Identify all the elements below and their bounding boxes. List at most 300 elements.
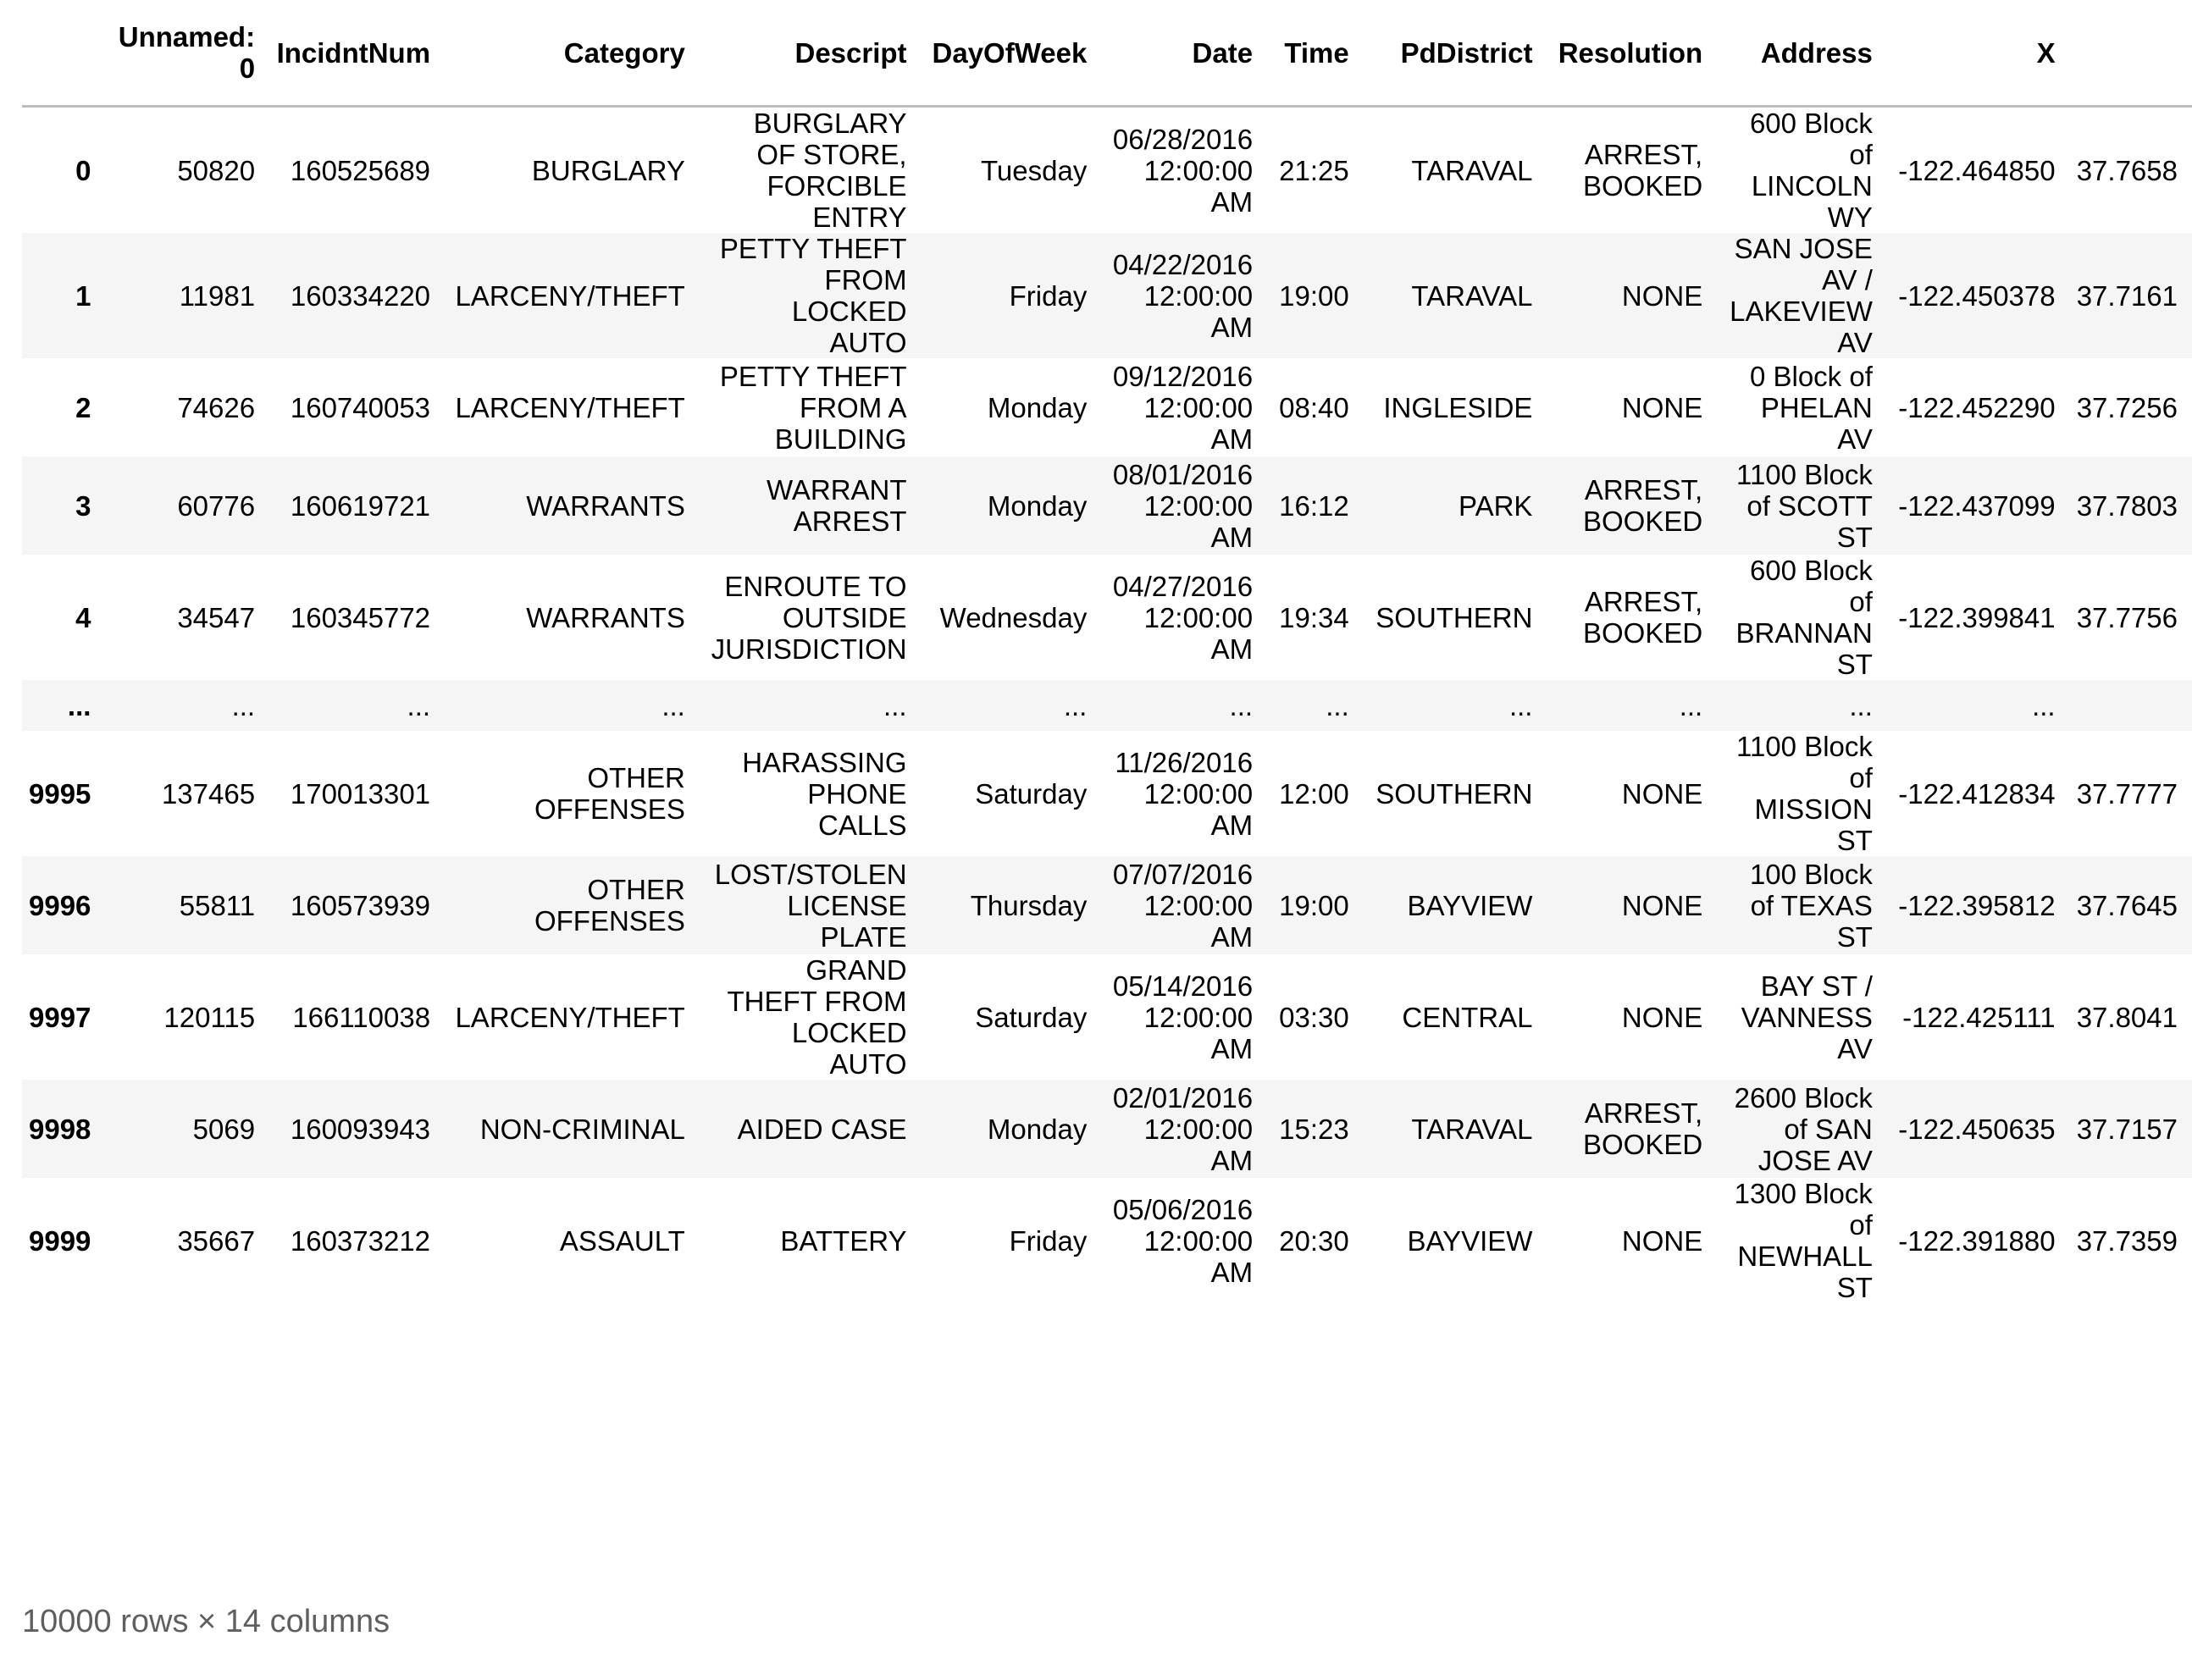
cell-value: Saturday	[975, 1001, 1088, 1033]
table-cell	[269, 856, 445, 954]
column-header-label: X	[2036, 36, 2056, 69]
table-cell	[1101, 456, 1267, 555]
column-header-label: Date	[1192, 36, 1254, 69]
table-cell	[445, 731, 700, 856]
shape-summary: 10000 rows × 14 columns	[22, 1604, 390, 1639]
table-cell	[269, 456, 445, 555]
cell-value: 160334220	[290, 279, 431, 312]
cell-value: ARREST, BOOKED	[1583, 474, 1703, 537]
table-cell	[1887, 555, 2070, 680]
cell-value: LARCENY/THEFT	[455, 279, 685, 312]
table-cell	[1267, 358, 1364, 456]
cell-value: TARAVAL	[1411, 279, 1533, 312]
table-cell	[1887, 1178, 2070, 1303]
cell-value: 160619721	[290, 489, 431, 522]
cell-value: LARCENY/THEFT	[455, 391, 685, 423]
cell-value: 35667	[177, 1224, 256, 1257]
column-header	[1267, 0, 1364, 107]
cell-value: LARCENY/THEFT	[455, 1001, 685, 1033]
column-header-label: Address	[1760, 36, 1873, 69]
table-cell	[1547, 1178, 1717, 1303]
cell-value: Monday	[987, 391, 1088, 423]
cell-value: ENROUTE TO OUTSIDE JURISDICTION	[711, 570, 907, 665]
table-cell	[1364, 1080, 1547, 1178]
table-cell	[105, 107, 269, 234]
table-cell	[1717, 680, 1887, 731]
table-cell	[269, 107, 445, 234]
row-index-label: 4	[75, 601, 91, 633]
table-cell	[2070, 731, 2192, 856]
row-index	[22, 233, 105, 358]
table-cell	[1547, 856, 1717, 954]
cell-value: 37.7157	[2076, 1113, 2178, 1145]
column-header	[1547, 0, 1717, 107]
table-row	[22, 1080, 2192, 1178]
cell-value: Wednesday	[939, 601, 1088, 633]
cell-value: NON-CRIMINAL	[479, 1113, 685, 1145]
table-cell	[1717, 856, 1887, 954]
cell-value: NONE	[1621, 391, 1703, 423]
cell-value: ...	[1679, 689, 1703, 721]
column-header	[269, 0, 445, 107]
column-header	[1101, 0, 1267, 107]
table-cell	[2070, 1178, 2192, 1303]
column-header	[105, 0, 269, 107]
cell-value: 5069	[192, 1113, 256, 1145]
table-cell	[445, 856, 700, 954]
table-cell	[105, 680, 269, 731]
column-header	[2070, 0, 2192, 107]
table-cell	[445, 358, 700, 456]
cell-value: -122.412834	[1898, 777, 2056, 810]
cell-value: NONE	[1621, 279, 1703, 312]
row-index	[22, 107, 105, 234]
table-cell	[1267, 856, 1364, 954]
row-index	[22, 1080, 105, 1178]
cell-value: 1300 Block of NEWHALL ST	[1734, 1178, 1873, 1303]
table-cell	[1267, 456, 1364, 555]
column-header-label: Unnamed: 0	[118, 21, 256, 84]
cell-value: CENTRAL	[1402, 1001, 1533, 1033]
cell-value: ...	[661, 689, 685, 721]
cell-value: -122.450378	[1898, 279, 2056, 312]
cell-value: 37.7359	[2076, 1224, 2178, 1257]
cell-value: 37.7256	[2076, 391, 2178, 423]
table-cell	[1547, 233, 1717, 358]
table-cell	[2070, 107, 2192, 234]
cell-value: 04/22/2016 12:00:00 AM	[1112, 248, 1254, 343]
cell-value: 37.7756	[2076, 601, 2178, 633]
cell-value: 160525689	[290, 154, 431, 186]
row-index-label: 1	[75, 279, 91, 312]
cell-value: -122.425111	[1902, 1001, 2056, 1033]
cell-value: BAY ST / VANNESS AV	[1741, 970, 1873, 1064]
cell-value: 137465	[161, 777, 256, 810]
table-cell	[922, 456, 1102, 555]
table-cell	[1547, 954, 1717, 1080]
table-cell	[2070, 555, 2192, 680]
table-cell	[269, 233, 445, 358]
table-cell	[1717, 358, 1887, 456]
cell-value: 09/12/2016 12:00:00 AM	[1112, 360, 1254, 455]
table-cell	[2070, 233, 2192, 358]
table-cell	[1887, 680, 2070, 731]
cell-value: 55811	[179, 889, 256, 921]
table-cell	[2070, 856, 2192, 954]
table-cell	[1547, 456, 1717, 555]
cell-value: PETTY THEFT FROM LOCKED AUTO	[719, 233, 907, 358]
table-cell	[700, 358, 922, 456]
table-cell	[445, 1080, 700, 1178]
cell-value: 34547	[177, 601, 256, 633]
cell-value: Saturday	[975, 777, 1088, 810]
table-cell	[1717, 233, 1887, 358]
table-cell	[1101, 358, 1267, 456]
cell-value: OTHER OFFENSES	[534, 762, 685, 825]
table-cell	[1717, 107, 1887, 234]
table-cell	[269, 1080, 445, 1178]
table-cell	[1101, 680, 1267, 731]
table-cell	[269, 680, 445, 731]
table-cell	[922, 1080, 1102, 1178]
table-cell	[1101, 233, 1267, 358]
cell-value: HARASSING PHONE CALLS	[742, 746, 907, 841]
header-row	[22, 0, 2192, 107]
row-index	[22, 680, 105, 731]
table-cell	[1887, 456, 2070, 555]
column-header	[700, 0, 922, 107]
cell-value: BAYVIEW	[1407, 889, 1533, 921]
table-cell	[269, 731, 445, 856]
cell-value: SOUTHERN	[1376, 777, 1533, 810]
cell-value: 11981	[179, 279, 256, 312]
table-cell	[1101, 1080, 1267, 1178]
cell-value: -122.452290	[1898, 391, 2056, 423]
table-cell	[700, 954, 922, 1080]
row-index	[22, 731, 105, 856]
table-cell	[1101, 1178, 1267, 1303]
table-cell	[700, 107, 922, 234]
table-cell	[1364, 1178, 1547, 1303]
table-cell	[1364, 555, 1547, 680]
cell-value: 07/07/2016 12:00:00 AM	[1112, 858, 1254, 953]
table-cell	[445, 954, 700, 1080]
cell-value: 37.7161	[2076, 279, 2178, 312]
table-row	[22, 954, 2192, 1080]
table-cell	[1547, 680, 1717, 731]
cell-value: 160573939	[290, 889, 431, 921]
table-cell	[445, 680, 700, 731]
cell-value: TARAVAL	[1411, 1113, 1533, 1145]
table-cell	[1887, 107, 2070, 234]
row-index-label: 2	[75, 391, 91, 423]
column-header-label: PdDistrict	[1400, 36, 1533, 69]
column-header-label: Descript	[794, 36, 907, 69]
table-cell	[1887, 233, 2070, 358]
table-cell	[922, 680, 1102, 731]
index-header	[22, 0, 105, 107]
cell-value: PARK	[1459, 489, 1533, 522]
row-index	[22, 1178, 105, 1303]
table-body	[22, 107, 2192, 1304]
table-cell	[2070, 358, 2192, 456]
cell-value: 37.7803	[2076, 489, 2178, 522]
table-cell	[1267, 1178, 1364, 1303]
table-cell	[700, 456, 922, 555]
row-index-label: 9996	[29, 889, 91, 921]
table-cell	[1101, 856, 1267, 954]
column-header-label: IncidntNum	[276, 36, 431, 69]
table-cell	[1547, 107, 1717, 234]
table-cell	[105, 456, 269, 555]
row-index-label: 9995	[29, 777, 91, 810]
table-cell	[1887, 731, 2070, 856]
cell-value: ...	[883, 689, 907, 721]
cell-value: 19:00	[1279, 279, 1349, 312]
cell-value: ...	[2032, 689, 2056, 721]
cell-value: 74626	[177, 391, 256, 423]
cell-value: 160740053	[290, 391, 431, 423]
table-cell	[445, 555, 700, 680]
table-cell	[105, 555, 269, 680]
cell-value: 20:30	[1279, 1224, 1349, 1257]
cell-value: 05/06/2016 12:00:00 AM	[1112, 1193, 1254, 1288]
cell-value: 160345772	[290, 601, 431, 633]
cell-value: ...	[1849, 689, 1873, 721]
cell-value: 160093943	[290, 1113, 431, 1145]
column-header	[445, 0, 700, 107]
cell-value: WARRANTS	[526, 601, 685, 633]
table-cell	[922, 555, 1102, 680]
cell-value: 50820	[177, 154, 256, 186]
table-cell	[1101, 555, 1267, 680]
cell-value: 08/01/2016 12:00:00 AM	[1112, 458, 1254, 553]
table-cell	[105, 731, 269, 856]
table-cell	[700, 555, 922, 680]
cell-value: 37.7658	[2076, 154, 2178, 186]
table-cell	[1547, 358, 1717, 456]
cell-value: 04/27/2016 12:00:00 AM	[1112, 570, 1254, 665]
table-cell	[922, 856, 1102, 954]
table-cell	[1101, 107, 1267, 234]
table-cell	[1267, 680, 1364, 731]
table-cell	[1717, 555, 1887, 680]
table-cell	[2070, 680, 2192, 731]
table-cell	[105, 954, 269, 1080]
cell-value: Friday	[1009, 1224, 1088, 1257]
cell-value: -122.450635	[1898, 1113, 2056, 1145]
table-cell	[1364, 233, 1547, 358]
table-cell	[1267, 555, 1364, 680]
table-cell	[105, 856, 269, 954]
table-cell	[922, 954, 1102, 1080]
cell-value: PETTY THEFT FROM A BUILDING	[719, 360, 907, 455]
column-header-label: Resolution	[1558, 36, 1703, 69]
table-cell	[1887, 856, 2070, 954]
row-index	[22, 358, 105, 456]
cell-value: 100 Block of TEXAS ST	[1749, 858, 1873, 953]
table-cell	[922, 358, 1102, 456]
cell-value: Thursday	[970, 889, 1088, 921]
column-header-label: DayOfWeek	[932, 36, 1088, 69]
table-cell	[700, 1178, 922, 1303]
table-row	[22, 107, 2192, 234]
row-index	[22, 456, 105, 555]
cell-value: SAN JOSE AV / LAKEVIEW AV	[1730, 233, 1873, 358]
table-cell	[1101, 954, 1267, 1080]
cell-value: WARRANTS	[526, 489, 685, 522]
cell-value: 21:25	[1279, 154, 1349, 186]
cell-value: INGLESIDE	[1383, 391, 1533, 423]
table-cell	[922, 1178, 1102, 1303]
cell-value: 160373212	[290, 1224, 431, 1257]
cell-value: ...	[407, 689, 431, 721]
table-header	[22, 0, 2192, 107]
table-cell	[445, 107, 700, 234]
cell-value: NONE	[1621, 889, 1703, 921]
table-cell	[1717, 954, 1887, 1080]
table-row	[22, 233, 2192, 358]
cell-value: -122.399841	[1898, 601, 2056, 633]
row-index-label: 9999	[29, 1224, 91, 1257]
cell-value: 06/28/2016 12:00:00 AM	[1112, 123, 1254, 218]
cell-value: 12:00	[1279, 777, 1349, 810]
cell-value: 170013301	[290, 777, 431, 810]
cell-value: -122.395812	[1898, 889, 2056, 921]
row-index	[22, 555, 105, 680]
table-cell	[2070, 456, 2192, 555]
cell-value: 600 Block of BRANNAN ST	[1735, 555, 1873, 680]
table-cell	[1364, 358, 1547, 456]
table-row	[22, 731, 2192, 856]
table-cell	[269, 1178, 445, 1303]
table-cell	[269, 555, 445, 680]
table-cell	[445, 1178, 700, 1303]
table-cell	[1101, 731, 1267, 856]
table-cell	[1267, 954, 1364, 1080]
cell-value: Monday	[987, 1113, 1088, 1145]
table-row	[22, 358, 2192, 456]
cell-value: ARREST, BOOKED	[1583, 139, 1703, 202]
cell-value: ...	[1229, 689, 1254, 721]
table-cell	[105, 358, 269, 456]
table-cell	[1717, 1080, 1887, 1178]
table-cell	[1717, 1178, 1887, 1303]
dataframe-output	[22, 0, 2192, 1680]
column-header-label: Category	[563, 36, 685, 69]
table-cell	[1364, 856, 1547, 954]
column-header	[1717, 0, 1887, 107]
table-cell	[1267, 233, 1364, 358]
table-cell	[1364, 954, 1547, 1080]
cell-value: 02/01/2016 12:00:00 AM	[1112, 1081, 1254, 1176]
table-cell	[1267, 731, 1364, 856]
table-cell	[1887, 358, 2070, 456]
cell-value: Monday	[987, 489, 1088, 522]
cell-value: 08:40	[1279, 391, 1349, 423]
cell-value: 2600 Block of SAN JOSE AV	[1734, 1081, 1873, 1176]
cell-value: 37.8041	[2076, 1001, 2178, 1033]
cell-value: 1100 Block of SCOTT ST	[1736, 458, 1873, 553]
table-cell	[1364, 456, 1547, 555]
cell-value: LOST/STOLEN LICENSE PLATE	[714, 858, 907, 953]
cell-value: 37.7777	[2076, 777, 2178, 810]
cell-value: GRAND THEFT FROM LOCKED AUTO	[727, 954, 907, 1080]
table-cell	[1887, 954, 2070, 1080]
cell-value: 600 Block of LINCOLN WY	[1749, 108, 1873, 233]
table-cell	[1717, 731, 1887, 856]
cell-value: BURGLARY OF STORE, FORCIBLE ENTRY	[753, 108, 907, 233]
cell-value: BAYVIEW	[1407, 1224, 1533, 1257]
cell-value: ...	[1063, 689, 1088, 721]
table-cell	[1364, 680, 1547, 731]
table-row	[22, 856, 2192, 954]
row-index-label: 3	[75, 489, 91, 522]
table-cell	[922, 107, 1102, 234]
table-cell	[445, 233, 700, 358]
cell-value: BURGLARY	[531, 154, 685, 186]
row-index	[22, 954, 105, 1080]
cell-value: NONE	[1621, 1001, 1703, 1033]
table-cell	[1717, 456, 1887, 555]
cell-value: OTHER OFFENSES	[534, 874, 685, 937]
cell-value: TARAVAL	[1411, 154, 1533, 186]
table-cell	[1547, 731, 1717, 856]
table-cell	[1547, 555, 1717, 680]
cell-value: ARREST, BOOKED	[1583, 586, 1703, 649]
column-header	[922, 0, 1102, 107]
row-index-label: 0	[75, 154, 91, 186]
cell-value: 16:12	[1279, 489, 1349, 522]
cell-value: 03:30	[1279, 1001, 1349, 1033]
column-header	[1887, 0, 2070, 107]
table-row	[22, 456, 2192, 555]
table-cell	[1364, 731, 1547, 856]
cell-value: Tuesday	[980, 154, 1088, 186]
cell-value: -122.437099	[1898, 489, 2056, 522]
table-cell	[700, 856, 922, 954]
cell-value: 0 Block of PHELAN AV	[1749, 360, 1873, 455]
cell-value: NONE	[1621, 777, 1703, 810]
cell-value: Friday	[1009, 279, 1088, 312]
table-cell	[2070, 954, 2192, 1080]
table-row	[22, 555, 2192, 680]
table-cell	[269, 358, 445, 456]
cell-value: 120115	[163, 1001, 256, 1033]
cell-value: BATTERY	[780, 1224, 907, 1257]
table-cell	[922, 731, 1102, 856]
cell-value: 37.7645	[2076, 889, 2178, 921]
table-cell	[1267, 1080, 1364, 1178]
cell-value: ...	[231, 689, 256, 721]
cell-value: 15:23	[1279, 1113, 1349, 1145]
table-cell	[105, 1178, 269, 1303]
cell-value: NONE	[1621, 1224, 1703, 1257]
table-cell	[1887, 1080, 2070, 1178]
cell-value: ASSAULT	[559, 1224, 685, 1257]
cell-value: AIDED CASE	[737, 1113, 907, 1145]
cell-value: 05/14/2016 12:00:00 AM	[1112, 970, 1254, 1064]
table-cell	[2070, 1080, 2192, 1178]
cell-value: 11/26/2016 12:00:00 AM	[1115, 746, 1254, 841]
table-cell	[700, 233, 922, 358]
table-cell	[700, 1080, 922, 1178]
cell-value: ...	[1508, 689, 1533, 721]
table-cell	[1547, 1080, 1717, 1178]
table-row	[22, 1178, 2192, 1303]
table-cell	[700, 680, 922, 731]
cell-value: SOUTHERN	[1376, 601, 1533, 633]
